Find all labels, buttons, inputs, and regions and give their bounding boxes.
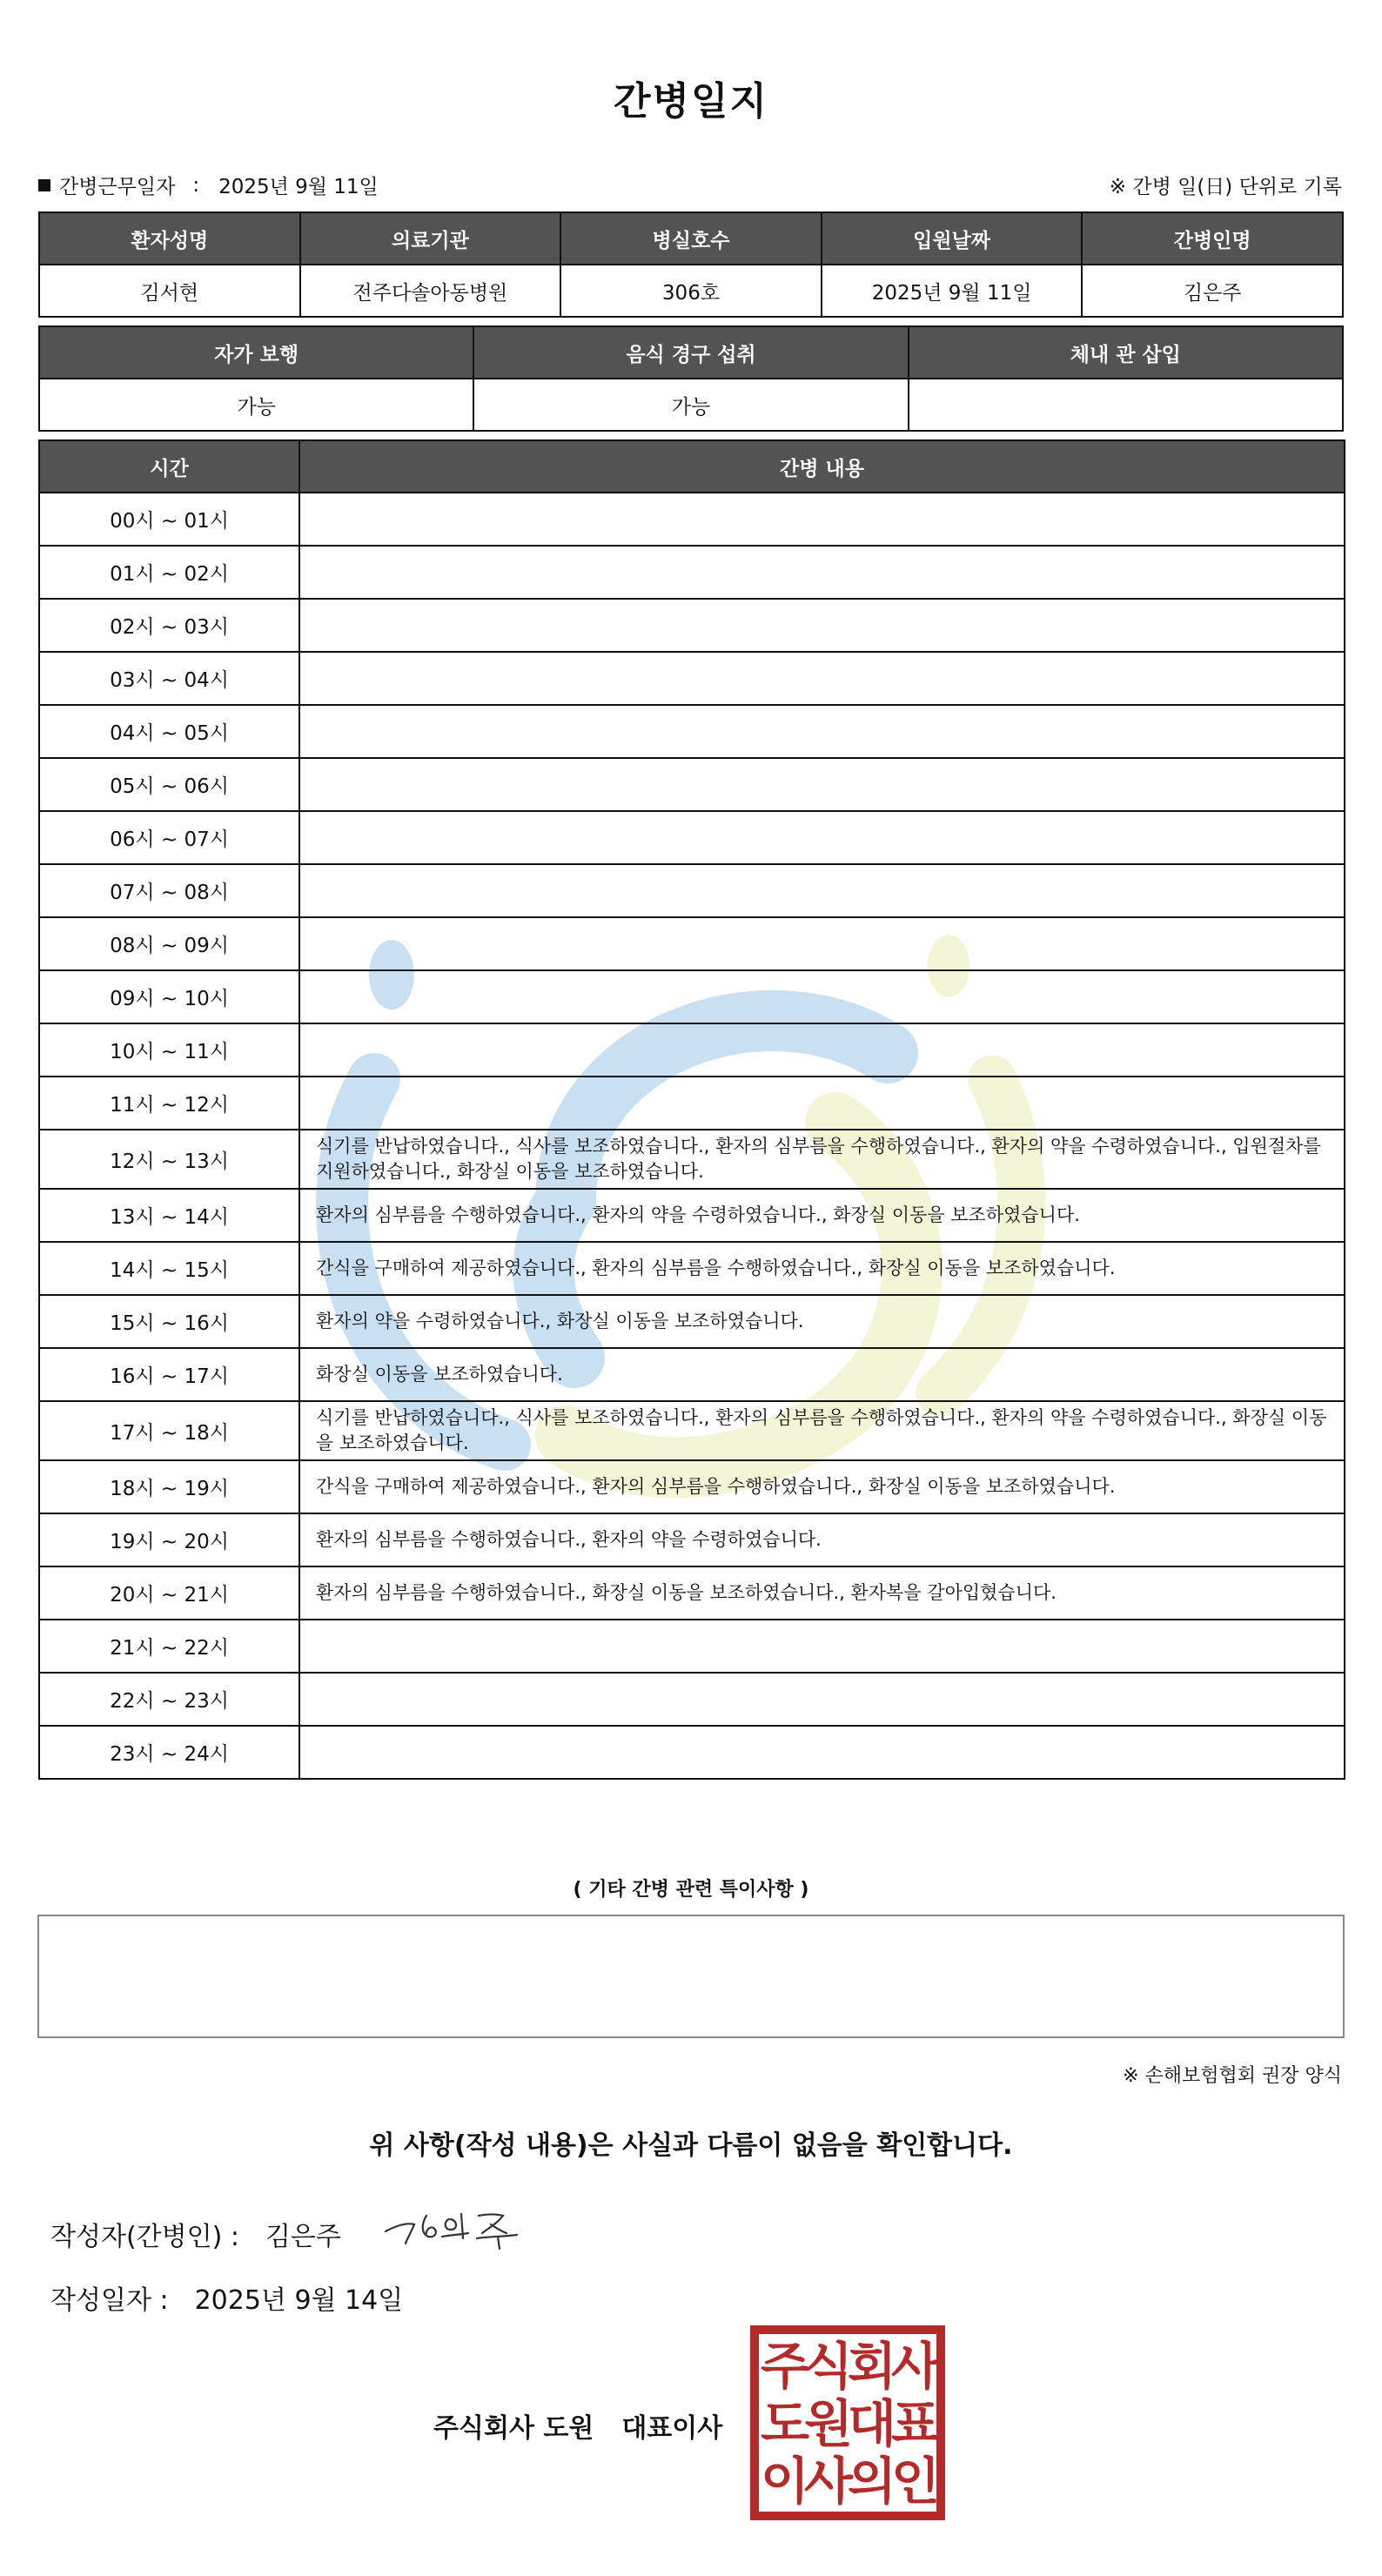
work-date-row — [38, 171, 379, 199]
log-time-cell: 15시 ~ 16시 — [39, 1295, 299, 1348]
log-content-cell: 간식을 구매하여 제공하였습니다., 환자의 심부름을 수행하였습니다., 화장실 이동을 보조하였습니다. — [299, 1242, 1345, 1295]
log-time-cell: 22시 ~ 23시 — [39, 1673, 299, 1726]
log-time-cell: 03시 ~ 04시 — [39, 652, 299, 705]
confirmation-statement: 위 사항(작성 내용)은 사실과 다름이 없음을 확인합니다. — [369, 2130, 1013, 2161]
status-header-row — [39, 326, 1343, 379]
log-content-cell — [299, 811, 1345, 864]
room-number: 306호 — [560, 265, 822, 317]
care-log-row — [39, 970, 1345, 1023]
log-time-cell: 20시 ~ 21시 — [39, 1566, 299, 1620]
care-log-row — [39, 1242, 1345, 1295]
log-time-cell: 01시 ~ 02시 — [39, 546, 299, 599]
care-log-row — [39, 1077, 1345, 1130]
company-ceo-title: 대표이사 — [621, 2413, 723, 2444]
care-log-row — [39, 1566, 1345, 1620]
author-row — [50, 2215, 341, 2253]
log-content-cell — [299, 493, 1345, 546]
oral-intake-value: 가능 — [473, 379, 908, 431]
header-patient-name: 환자성명 — [39, 212, 300, 265]
patient-status-table — [38, 325, 1344, 432]
header-time: 시간 — [39, 440, 299, 493]
care-log-row — [39, 811, 1345, 864]
care-log-row — [39, 599, 1345, 652]
log-content-cell: 화장실 이동을 보조하였습니다. — [299, 1348, 1345, 1401]
written-date-label: 작성일자 : — [50, 2285, 169, 2316]
care-log-row — [39, 1401, 1345, 1460]
colon-separator: : — [192, 173, 200, 197]
care-log-row — [39, 1726, 1345, 1779]
care-log-row — [39, 1620, 1345, 1673]
status-value-row — [39, 379, 1343, 431]
caregiver-name: 김은주 — [1082, 265, 1343, 317]
self-walking-value: 가능 — [39, 379, 473, 431]
log-content-cell: 환자의 심부름을 수행하였습니다., 화장실 이동을 보조하였습니다., 환자복을 갈아입혔습니다. — [299, 1566, 1345, 1620]
log-time-cell: 02시 ~ 03시 — [39, 599, 299, 652]
written-date-row — [50, 2278, 403, 2317]
header-care-content: 간병 내용 — [299, 440, 1345, 493]
log-time-cell: 17시 ~ 18시 — [39, 1401, 299, 1460]
header-tube-insertion: 체내 관 삽입 — [909, 326, 1343, 379]
log-content-cell — [299, 758, 1345, 811]
log-content-cell — [299, 1620, 1345, 1673]
tube-insertion-value — [909, 379, 1343, 431]
header-room: 병실호수 — [560, 212, 822, 265]
care-log-row — [39, 1130, 1345, 1189]
care-log-row — [39, 546, 1345, 599]
log-time-cell: 14시 ~ 15시 — [39, 1242, 299, 1295]
log-content-cell — [299, 599, 1345, 652]
patient-info-value-row — [39, 265, 1343, 317]
remarks-box — [37, 1915, 1345, 2038]
log-content-cell — [299, 1726, 1345, 1779]
log-time-cell: 07시 ~ 08시 — [39, 864, 299, 917]
log-content-cell — [299, 1077, 1345, 1130]
form-source-note: ※ 손해보험협회 권장 양식 — [1123, 2065, 1342, 2087]
care-log-row — [39, 1673, 1345, 1726]
care-log-header-row — [39, 440, 1345, 493]
care-log-body — [39, 493, 1345, 1779]
work-date-label: 간병근무일자 — [59, 176, 176, 198]
seal-line: 도원대표 — [760, 2394, 936, 2453]
log-content-cell: 간식을 구매하여 제공하였습니다., 환자의 심부름을 수행하였습니다., 화장실 이동을 보조하였습니다. — [299, 1460, 1345, 1513]
care-log-row — [39, 1513, 1345, 1566]
log-content-cell — [299, 546, 1345, 599]
log-time-cell: 05시 ~ 06시 — [39, 758, 299, 811]
log-content-cell: 식기를 반납하였습니다., 식사를 보조하였습니다., 환자의 심부름을 수행하였습니다., 환자의 약을 수령하였습니다., 입원절차를 지원하였습니다., 화장실 이동을 보조하였습니다. — [299, 1130, 1345, 1189]
seal-line: 이사의인 — [760, 2452, 936, 2511]
care-log-row — [39, 493, 1345, 546]
document-title: 간병일지 — [613, 79, 768, 124]
author-name: 김은주 — [265, 2222, 341, 2252]
work-date-value: 2025년 9월 11일 — [218, 176, 379, 198]
care-log-row — [39, 758, 1345, 811]
handwritten-signature — [381, 2198, 538, 2251]
patient-name: 김서현 — [39, 265, 300, 317]
log-time-cell: 23시 ~ 24시 — [39, 1726, 299, 1779]
log-content-cell — [299, 1023, 1345, 1077]
care-log-row — [39, 652, 1345, 705]
care-log-row — [39, 1023, 1345, 1077]
log-content-cell — [299, 970, 1345, 1023]
log-time-cell: 00시 ~ 01시 — [39, 493, 299, 546]
institution-name: 전주다솔아동병원 — [300, 265, 561, 317]
written-date-value: 2025년 9월 14일 — [194, 2285, 404, 2316]
remarks-title: ( 기타 간병 관련 특이사항 ) — [573, 1879, 809, 1901]
log-time-cell: 19시 ~ 20시 — [39, 1513, 299, 1566]
log-content-cell — [299, 917, 1345, 970]
header-admission-date: 입원날짜 — [822, 212, 1083, 265]
log-time-cell: 16시 ~ 17시 — [39, 1348, 299, 1401]
log-time-cell: 09시 ~ 10시 — [39, 970, 299, 1023]
log-content-cell — [299, 652, 1345, 705]
log-time-cell: 04시 ~ 05시 — [39, 705, 299, 758]
log-content-cell — [299, 864, 1345, 917]
care-log-row — [39, 1189, 1345, 1242]
company-seal-stamp — [750, 2325, 945, 2520]
care-log-row — [39, 1460, 1345, 1513]
log-time-cell: 21시 ~ 22시 — [39, 1620, 299, 1673]
log-content-cell: 식기를 반납하였습니다., 식사를 보조하였습니다., 환자의 심부름을 수행하였습니다., 환자의 약을 수령하였습니다., 화장실 이동을 보조하였습니다. — [299, 1401, 1345, 1460]
bullet-square-icon — [38, 179, 50, 191]
care-log-table — [38, 439, 1345, 1780]
log-content-cell — [299, 705, 1345, 758]
log-time-cell: 13시 ~ 14시 — [39, 1189, 299, 1242]
company-name: 주식회사 도원 — [433, 2413, 594, 2444]
header-self-walking: 자가 보행 — [39, 326, 473, 379]
patient-info-header-row — [39, 212, 1343, 265]
header-oral-intake: 음식 경구 섭취 — [473, 326, 908, 379]
log-time-cell: 10시 ~ 11시 — [39, 1023, 299, 1077]
seal-line: 주식회사 — [760, 2337, 936, 2396]
care-log-row — [39, 917, 1345, 970]
care-log-row — [39, 705, 1345, 758]
care-log-row — [39, 1348, 1345, 1401]
header-caregiver-name: 간병인명 — [1082, 212, 1343, 265]
log-content-cell: 환자의 심부름을 수행하였습니다., 환자의 약을 수령하였습니다. — [299, 1513, 1345, 1566]
log-time-cell: 12시 ~ 13시 — [39, 1130, 299, 1189]
log-time-cell: 18시 ~ 19시 — [39, 1460, 299, 1513]
care-log-row — [39, 1295, 1345, 1348]
log-time-cell: 08시 ~ 09시 — [39, 917, 299, 970]
header-institution: 의료기관 — [300, 212, 561, 265]
patient-info-table — [38, 211, 1344, 318]
admission-date: 2025년 9월 11일 — [822, 265, 1083, 317]
log-content-cell: 환자의 약을 수령하였습니다., 화장실 이동을 보조하였습니다. — [299, 1295, 1345, 1348]
log-time-cell: 06시 ~ 07시 — [39, 811, 299, 864]
author-label: 작성자(간병인) : — [50, 2222, 239, 2252]
company-row — [433, 2406, 722, 2445]
care-log-row — [39, 864, 1345, 917]
log-time-cell: 11시 ~ 12시 — [39, 1077, 299, 1130]
unit-note: ※ 간병 일(日) 단위로 기록 — [1109, 176, 1342, 198]
log-content-cell — [299, 1673, 1345, 1726]
log-content-cell: 환자의 심부름을 수행하였습니다., 환자의 약을 수령하였습니다., 화장실 이동을 보조하였습니다. — [299, 1189, 1345, 1242]
